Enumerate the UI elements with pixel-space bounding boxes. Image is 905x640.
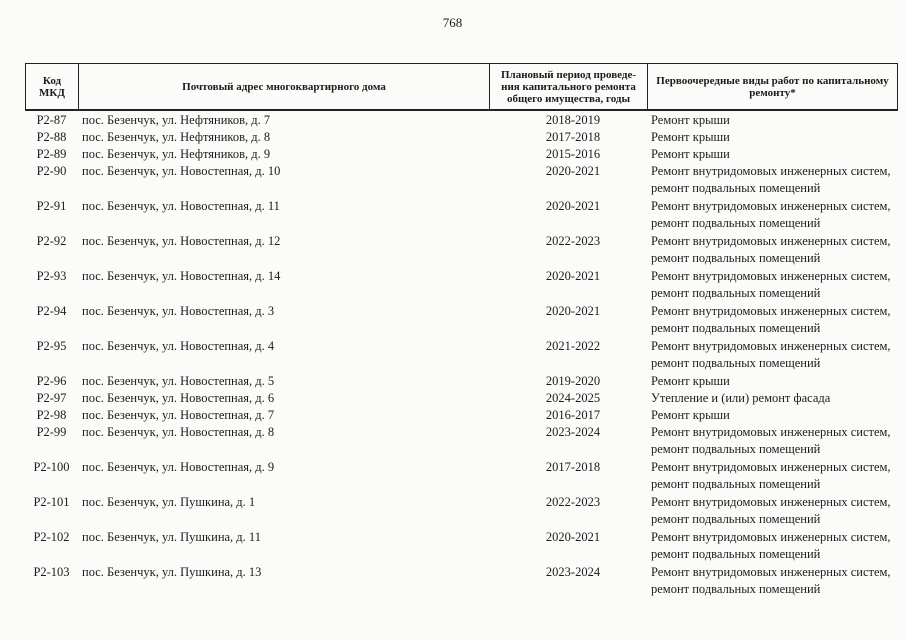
row-period: 2019-2020	[545, 374, 601, 388]
row-address: пос. Безенчук, ул. Новостепная, д. 12	[82, 234, 281, 248]
row-works: Ремонт внутридомовых инженерных систем, ремонт подвальных помещений	[651, 460, 891, 491]
table-body	[25, 112, 898, 599]
table-row	[25, 198, 898, 232]
row-period: 2023-2024	[545, 565, 601, 579]
table-row	[25, 303, 898, 337]
table-row	[25, 233, 898, 267]
row-period: 2020-2021	[545, 530, 601, 544]
table-row	[25, 459, 898, 493]
table-row	[25, 338, 898, 372]
row-code: Р2-87	[36, 113, 67, 127]
header-period: Плановый период проведе-ния капитального ремонта общего имущества, годы	[490, 64, 648, 109]
row-address: пос. Безенчук, ул. Пушкина, д. 11	[82, 530, 261, 544]
row-period: 2020-2021	[545, 304, 601, 318]
page-number: 768	[442, 15, 463, 30]
table-row	[25, 373, 898, 390]
row-code: Р2-89	[36, 147, 67, 161]
row-code: Р2-90	[36, 164, 67, 178]
row-period: 2017-2018	[545, 130, 601, 144]
row-code: Р2-100	[33, 460, 70, 474]
row-works: Ремонт внутридомовых инженерных систем, ремонт подвальных помещений	[651, 495, 891, 526]
row-code: Р2-94	[36, 304, 67, 318]
header-address: Почтовый адрес многоквартирного дома	[79, 64, 490, 109]
row-period: 2022-2023	[545, 234, 601, 248]
table-row	[25, 529, 898, 563]
row-works: Ремонт крыши	[651, 374, 730, 388]
row-code: Р2-97	[36, 391, 67, 405]
row-works: Ремонт крыши	[651, 408, 730, 422]
row-address: пос. Безенчук, ул. Новостепная, д. 5	[82, 374, 275, 388]
row-code: Р2-99	[36, 425, 67, 439]
row-works: Утепление и (или) ремонт фасада	[651, 391, 831, 405]
row-works: Ремонт внутридомовых инженерных систем, ремонт подвальных помещений	[651, 304, 891, 335]
row-period: 2015-2016	[545, 147, 601, 161]
row-address: пос. Безенчук, ул. Нефтяников, д. 7	[82, 113, 271, 127]
row-code: Р2-102	[33, 530, 70, 544]
row-period: 2022-2023	[545, 495, 601, 509]
row-address: пос. Безенчук, ул. Новостепная, д. 14	[82, 269, 281, 283]
row-address: пос. Безенчук, ул. Пушкина, д. 13	[82, 565, 262, 579]
row-code: Р2-88	[36, 130, 67, 144]
row-code: Р2-103	[33, 565, 70, 579]
header-code: Код МКД	[26, 64, 79, 109]
row-code: Р2-98	[36, 408, 67, 422]
table-row	[25, 129, 898, 146]
row-works: Ремонт внутридомовых инженерных систем, ремонт подвальных помещений	[651, 339, 891, 370]
row-address: пос. Безенчук, ул. Новостепная, д. 8	[82, 425, 275, 439]
row-works: Ремонт внутридомовых инженерных систем, ремонт подвальных помещений	[651, 199, 891, 230]
row-address: пос. Безенчук, ул. Новостепная, д. 7	[82, 408, 275, 422]
row-works: Ремонт внутридомовых инженерных систем, ремонт подвальных помещений	[651, 565, 891, 596]
row-address: пос. Безенчук, ул. Новостепная, д. 3	[82, 304, 275, 318]
table-row	[25, 407, 898, 424]
row-works: Ремонт внутридомовых инженерных систем, ремонт подвальных помещений	[651, 425, 891, 456]
row-works: Ремонт крыши	[651, 130, 730, 144]
table-header	[25, 63, 898, 111]
row-code: Р2-96	[36, 374, 67, 388]
row-works: Ремонт внутридомовых инженерных систем, ремонт подвальных помещений	[651, 164, 891, 195]
row-address: пос. Безенчук, ул. Нефтяников, д. 8	[82, 130, 271, 144]
row-address: пос. Безенчук, ул. Нефтяников, д. 9	[82, 147, 271, 161]
row-works: Ремонт крыши	[651, 147, 730, 161]
table-row	[25, 494, 898, 528]
row-address: пос. Безенчук, ул. Новостепная, д. 9	[82, 460, 275, 474]
row-works: Ремонт внутридомовых инженерных систем, ремонт подвальных помещений	[651, 269, 891, 300]
row-code: Р2-91	[36, 199, 67, 213]
row-period: 2023-2024	[545, 425, 601, 439]
row-address: пос. Безенчук, ул. Новостепная, д. 10	[82, 164, 281, 178]
table-row	[25, 163, 898, 197]
row-works: Ремонт крыши	[651, 113, 730, 127]
row-period: 2018-2019	[545, 113, 601, 127]
row-code: Р2-95	[36, 339, 67, 353]
row-works: Ремонт внутридомовых инженерных систем, ремонт подвальных помещений	[651, 234, 891, 265]
row-address: пос. Безенчук, ул. Пушкина, д. 1	[82, 495, 256, 509]
row-period: 2017-2018	[545, 460, 601, 474]
row-code: Р2-93	[36, 269, 67, 283]
table-row	[25, 564, 898, 598]
header-works: Первоочередные виды работ по капитальному ремонту*	[656, 74, 889, 99]
row-address: пос. Безенчук, ул. Новостепная, д. 6	[82, 391, 275, 405]
table-row	[25, 268, 898, 302]
table-row	[25, 390, 898, 407]
row-period: 2016-2017	[545, 408, 601, 422]
row-period: 2021-2022	[545, 339, 601, 353]
row-address: пос. Безенчук, ул. Новостепная, д. 4	[82, 339, 275, 353]
row-code: Р2-101	[33, 495, 70, 509]
table-row	[25, 112, 898, 129]
row-code: Р2-92	[36, 234, 67, 248]
row-address: пос. Безенчук, ул. Новостепная, д. 11	[82, 199, 280, 213]
row-period: 2020-2021	[545, 199, 601, 213]
table-row	[25, 424, 898, 458]
row-period: 2024-2025	[545, 391, 601, 405]
table-row	[25, 146, 898, 163]
row-works: Ремонт внутридомовых инженерных систем, ремонт подвальных помещений	[651, 530, 891, 561]
row-period: 2020-2021	[545, 269, 601, 283]
row-period: 2020-2021	[545, 164, 601, 178]
